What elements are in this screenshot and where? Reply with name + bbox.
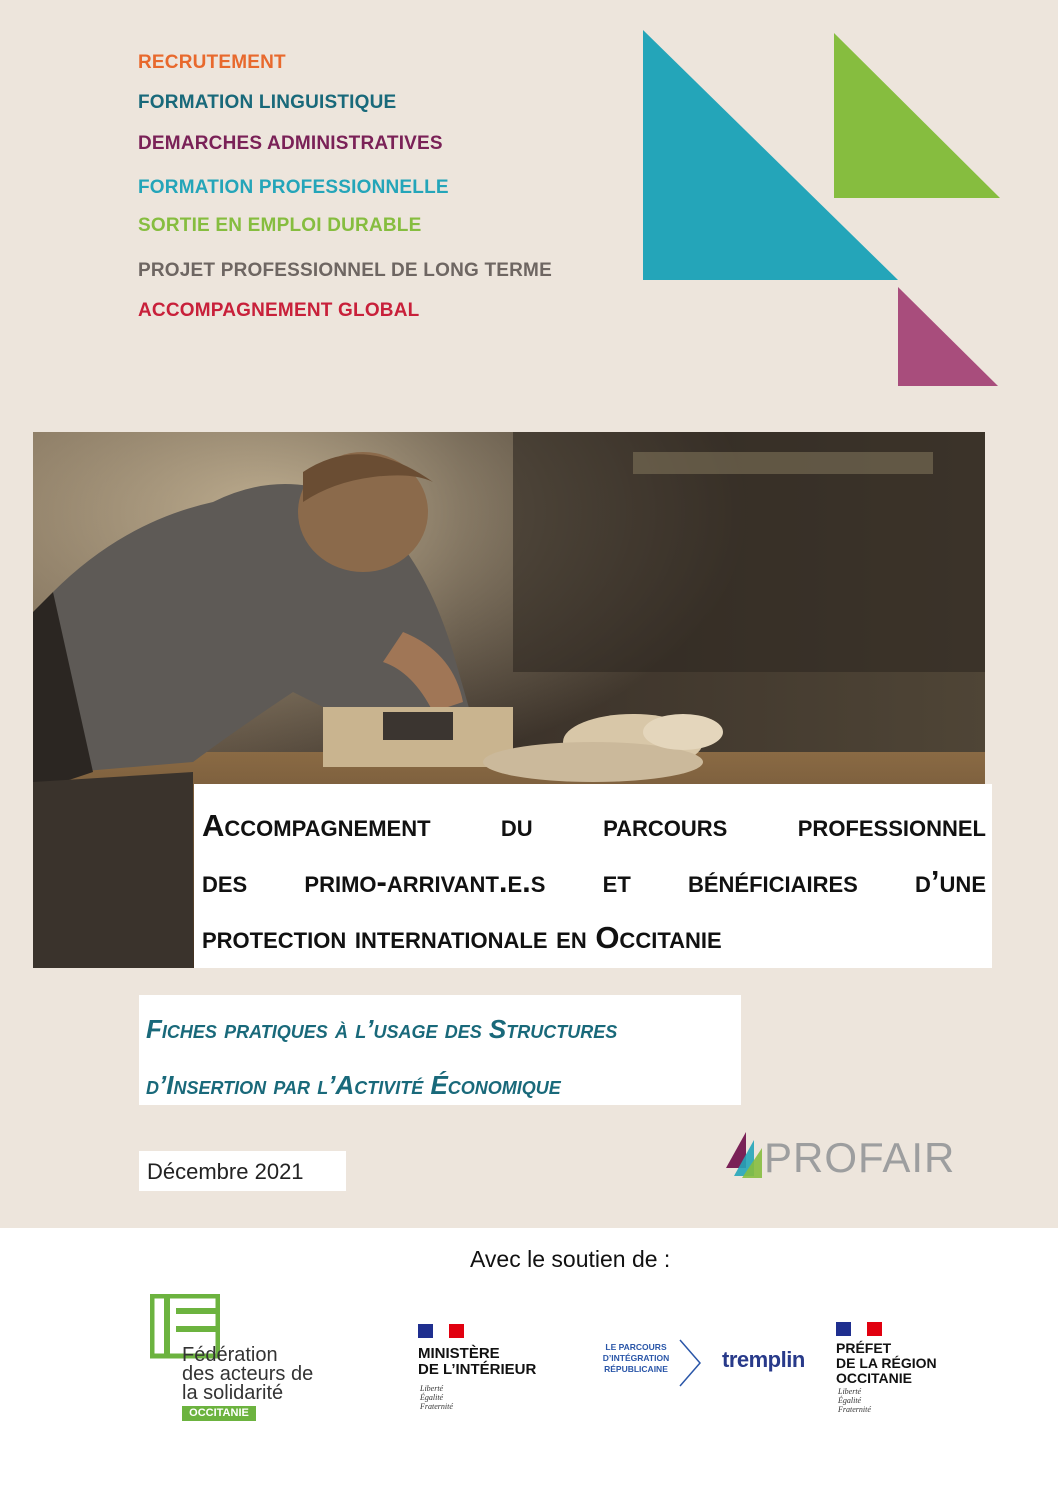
prefet-name: PRÉFET DE LA RÉGION OCCITANIE (836, 1340, 937, 1386)
marianne-flag-icon (836, 1322, 882, 1336)
profair-logo-text: PROFAIR (764, 1134, 956, 1181)
support-label: Avec le soutien de : (470, 1246, 671, 1272)
title-line-2: des primo-arrivant.e.s et bénéficiaires d’une (202, 864, 986, 899)
parcours-name: LE PARCOURS D’INTÉGRATION RÉPUBLICAINE (602, 1342, 670, 1374)
fas-region-badge: OCCITANIE (182, 1406, 256, 1421)
prefet-motto: Liberté Égalité Fraternité (838, 1387, 871, 1414)
prefet-occitanie-logo (836, 1322, 956, 1416)
document-subtitle (139, 995, 741, 1105)
tremplin-logo: tremplin (722, 1347, 805, 1372)
title-line-3: protection internationale en Occitanie (202, 920, 722, 955)
green-triangle (834, 33, 1000, 198)
theme-formation-linguistique: FORMATION LINGUISTIQUE (138, 92, 397, 113)
subtitle-line-1: Fiches pratiques à l’usage des Structures (146, 1014, 618, 1044)
chevron-right-icon (676, 1338, 706, 1388)
marianne-flag-icon (418, 1324, 464, 1338)
parcours-integration-logo (588, 1338, 718, 1388)
theme-accompagnement-global: ACCOMPAGNEMENT GLOBAL (138, 300, 420, 321)
decorative-triangles (0, 0, 1058, 400)
ministere-name: MINISTÈRE DE L’INTÉRIEUR (418, 1345, 537, 1378)
theme-demarches-administratives: DEMARCHES ADMINISTRATIVES (138, 133, 443, 154)
profair-logo (724, 1130, 954, 1182)
theme-formation-professionnelle: FORMATION PROFESSIONNELLE (138, 177, 449, 198)
subtitle-line-2: d’Insertion par l’Activité Économique (146, 1070, 561, 1100)
theme-projet-professionnel: PROJET PROFESSIONNEL DE LONG TERME (138, 260, 552, 281)
document-title (194, 784, 992, 968)
theme-sortie-emploi: SORTIE EN EMPLOI DURABLE (138, 215, 422, 236)
fas-occitanie-logo (150, 1294, 350, 1434)
publication-date: Décembre 2021 (139, 1151, 346, 1191)
ministere-interieur-logo (418, 1324, 558, 1416)
purple-triangle (898, 287, 998, 386)
fas-name: Fédération des acteurs de la solidarité (182, 1344, 314, 1404)
title-line-1: Accompagnement du parcours professionnel (202, 808, 986, 843)
ministere-motto: Liberté Égalité Fraternité (420, 1384, 453, 1411)
profair-logo-icon (724, 1130, 766, 1182)
theme-recrutement: RECRUTEMENT (138, 52, 286, 73)
